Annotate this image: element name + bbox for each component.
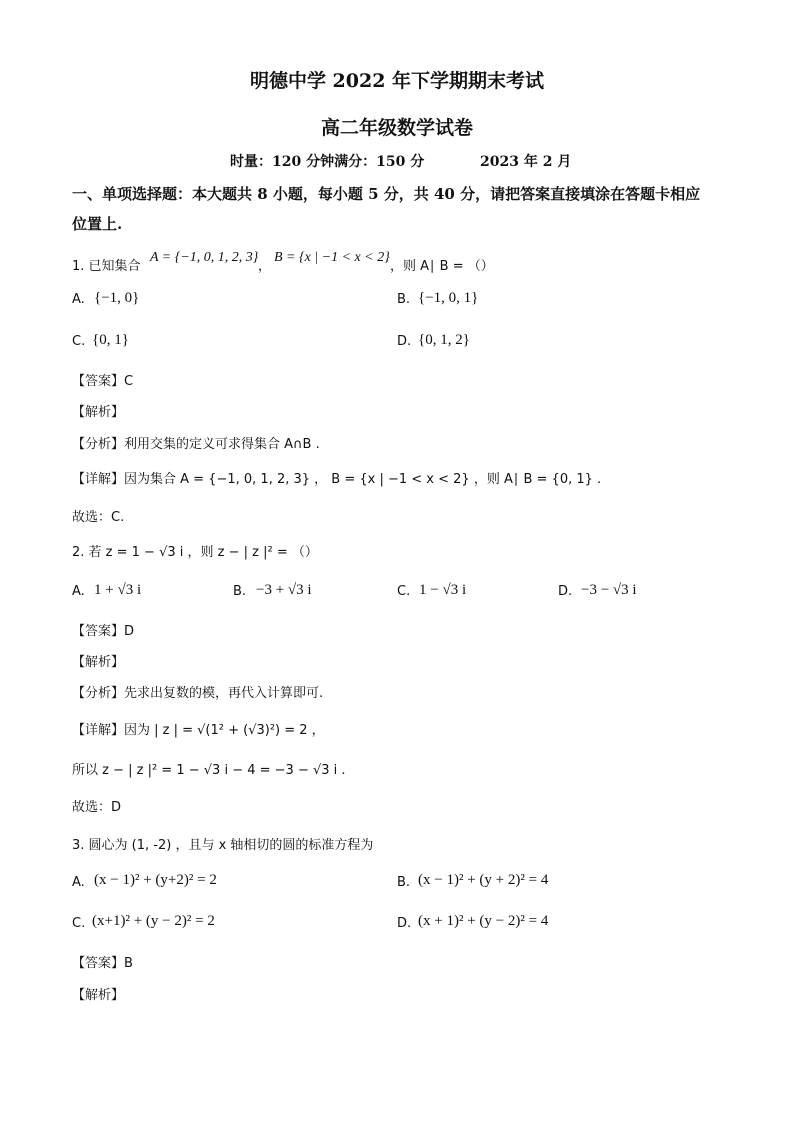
time-info: 时量：120 分钟满分：150 分 [230, 154, 425, 170]
q1-fenxi: 【分析】利用交集的定义可求得集合 A∩B . [72, 437, 320, 452]
q2-option-b-label: B. [233, 584, 247, 599]
q3-option-b-label: B. [397, 875, 411, 890]
q1-analysis-heading: 【解析】 [72, 405, 125, 420]
q3-option-c-label: C. [72, 916, 86, 931]
q3-stem: 3. 圆心为 (1, -2) ，且与 x 轴相切的圆的标准方程为 [72, 838, 374, 853]
q1-xiangjie: 【详解】因为集合 A = {−1, 0, 1, 2, 3} ， B = {x | −1 < x < 2} ，则 A∣ B = {0, 1} . [72, 472, 602, 487]
q1-option-b-label: B. [397, 292, 411, 307]
q2-option-c-label: C. [397, 584, 411, 599]
q1-stem-prefix: 1. 已知集合 [72, 259, 141, 274]
q3-option-c: (x+1)² + (y − 2)² = 2 [92, 913, 215, 929]
q1-option-d: {0, 1, 2} [418, 332, 470, 348]
q1-set-a: A = {−1, 0, 1, 2, 3} [150, 250, 259, 265]
q3-option-a-label: A. [72, 875, 85, 890]
q1-answer: 【答案】C [72, 374, 134, 389]
q2-option-d: −3 − √3 i [581, 582, 637, 598]
q2-option-a-label: A. [72, 584, 85, 599]
q1-option-c: {0, 1} [92, 332, 129, 348]
q1-set-b: B = {x | −1 < x < 2} [274, 250, 390, 265]
q2-answer: 【答案】D [72, 624, 135, 639]
q1-option-a-label: A. [72, 292, 85, 307]
q3-option-d: (x + 1)² + (y − 2)² = 4 [418, 913, 549, 929]
section-heading-line2: 位置上. [72, 215, 123, 233]
q2-fenxi: 【分析】先求出复数的模，再代入计算即可. [72, 686, 324, 701]
q2-xiangjie: 【详解】因为 | z | = √(1² + (√3)²) = 2 ， [72, 723, 325, 738]
q2-analysis-heading: 【解析】 [72, 655, 125, 670]
section-heading-line1: 一、单项选择题：本大题共 8 小题，每小题 5 分，共 40 分，请把答案直接填涂在答题卡相应 [72, 185, 701, 203]
q1-conclusion: 故选：C. [72, 510, 125, 525]
q3-option-d-label: D. [397, 916, 412, 931]
q2-conclusion: 故选：D [72, 800, 122, 815]
q1-option-d-label: D. [397, 334, 412, 349]
q1-option-b: {−1, 0, 1} [418, 290, 479, 306]
q2-option-c: 1 − √3 i [419, 582, 467, 598]
q3-analysis-heading: 【解析】 [72, 988, 125, 1003]
q3-option-a: (x − 1)² + (y+2)² = 2 [94, 872, 217, 888]
exam-date: 2023 年 2 月 [480, 154, 572, 170]
q1-comma: ， [258, 259, 272, 274]
q3-answer: 【答案】B [72, 956, 133, 971]
q2-result: 所以 z − | z |² = 1 − √3 i − 4 = −3 − √3 i . [72, 763, 346, 778]
q1-ask: ，则 A∣ B = （） [390, 259, 494, 274]
q2-option-b: −3 + √3 i [256, 582, 312, 598]
q3-option-b: (x − 1)² + (y + 2)² = 4 [418, 872, 549, 888]
exam-title: 明德中学 2022 年下学期期末考试 [249, 70, 545, 92]
q2-stem: 2. 若 z = 1 − √3 i ，则 z − | z |² = （） [72, 545, 318, 560]
q1-option-a: {−1, 0} [94, 290, 140, 306]
q2-option-a: 1 + √3 i [94, 582, 142, 598]
q2-option-d-label: D. [558, 584, 573, 599]
q1-option-c-label: C. [72, 334, 86, 349]
exam-subtitle: 高二年级数学试卷 [320, 117, 473, 139]
